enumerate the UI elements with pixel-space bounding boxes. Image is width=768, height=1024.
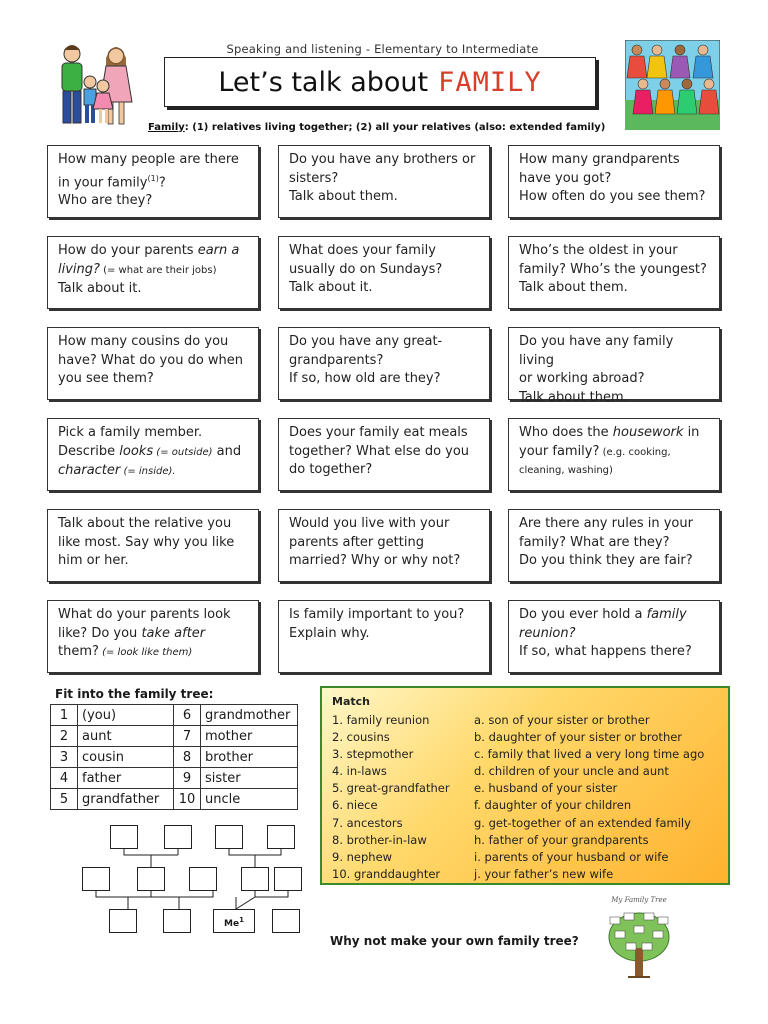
family-definition xyxy=(148,122,605,133)
match-term: 9. nephew xyxy=(332,849,393,864)
tree-box-me[interactable]: Me$^1$ xyxy=(213,909,255,933)
tree-box[interactable] xyxy=(241,867,269,891)
question-card: Would you live with your parents after getting married? Why or why not? xyxy=(278,509,490,582)
svg-text:My Family Tree: My Family Tree xyxy=(611,896,667,904)
question-card: Do you have any great- grandparents? If so, how old are they? xyxy=(278,327,490,400)
tree-box[interactable] xyxy=(274,867,302,891)
match-term: 2. cousins xyxy=(332,730,390,745)
match-term: 6. niece xyxy=(332,798,378,813)
match-term: 7. ancestors xyxy=(332,815,403,830)
tree-box[interactable] xyxy=(267,825,295,849)
tree-box[interactable] xyxy=(109,909,137,933)
match-terms-column xyxy=(332,712,450,883)
match-definition: b. daughter of your sister or brother xyxy=(474,730,683,745)
tree-box[interactable] xyxy=(137,867,165,891)
match-definition: f. daughter of your children xyxy=(474,798,632,813)
question-card: How many grandparents have you got? How often do you see them? xyxy=(508,145,720,218)
match-exercise-box xyxy=(320,686,730,885)
question-card: Is family important to you? Explain why. xyxy=(278,600,490,673)
page-title-accent: FAMILY xyxy=(438,66,542,98)
question-card: Who does the housework in your family? (e.g. cooking, cleaning, washing) xyxy=(508,418,720,491)
question-card: What do your parents look like? Do you take after them? (= look like them) xyxy=(47,600,259,673)
question-card: Who’s the oldest in your family? Who’s the youngest? Talk about them. xyxy=(508,236,720,309)
family-tree-heading: Fit into the family tree: xyxy=(55,687,214,701)
match-term: 8. brother-in-law xyxy=(332,832,427,847)
question-card: Talk about the relative you like most. Say why you like him or her. xyxy=(47,509,259,582)
match-term: 1. family reunion xyxy=(332,713,430,727)
tree-box[interactable] xyxy=(163,909,191,933)
worksheet-subtitle: Speaking and listening - Elementary to Intermediate xyxy=(226,42,539,56)
question-card: Do you have any family living or working abroad? Talk about them. xyxy=(508,327,720,400)
match-term: 4. in-laws xyxy=(332,764,387,779)
family-tree-illustration xyxy=(598,893,680,983)
definition-text: : (1) relatives living together; (2) all your relatives (also: extended family) xyxy=(184,122,606,133)
question-card: How many cousins do you have? What do you do when you see them? xyxy=(47,327,259,400)
family-group-picture xyxy=(625,40,720,130)
make-your-tree-prompt: Why not make your own family tree? xyxy=(330,934,579,948)
definition-term: Family xyxy=(148,122,185,133)
match-definition: c. family that lived a very long time ago xyxy=(474,747,705,762)
tree-box[interactable] xyxy=(110,825,138,849)
match-definition: d. children of your uncle and aunt xyxy=(474,764,669,779)
tree-box[interactable] xyxy=(82,867,110,891)
question-card: Are there any rules in your family? What are they? Do you think they are fair? xyxy=(508,509,720,582)
question-card: Do you ever hold a family reunion? If so, what happens there? xyxy=(508,600,720,673)
family-tree-key-table xyxy=(50,704,298,810)
match-definition: i. parents of your husband or wife xyxy=(474,849,669,864)
question-card: Do you have any brothers or sisters? Talk about them. xyxy=(278,145,490,218)
table-row: 5 grandfather 10 uncle xyxy=(51,789,298,810)
match-definition: g. get-together of an extended family xyxy=(474,815,691,830)
match-definitions-column xyxy=(474,712,704,883)
question-card: Pick a family member. Describe looks (= outside) and character (= inside). xyxy=(47,418,259,491)
tree-box[interactable] xyxy=(215,825,243,849)
question-card: How do your parents earn a living? (= what are their jobs) Talk about it. xyxy=(47,236,259,309)
question-card: Does your family eat meals together? What else do you do together? xyxy=(278,418,490,491)
tree-box[interactable] xyxy=(272,909,300,933)
match-definition: j. your father’s new wife xyxy=(474,866,614,881)
match-term: 3. stepmother xyxy=(332,747,414,762)
match-definition: a. son of your sister or brother xyxy=(474,713,650,727)
table-row: 2 aunt 7 mother xyxy=(51,726,298,747)
match-term: 5. great-grandfather xyxy=(332,781,450,796)
match-term: 10. granddaughter xyxy=(332,866,441,881)
table-row: 1 (you) 6 grandmother xyxy=(51,705,298,726)
title-box xyxy=(164,57,596,107)
table-row: 4 father 9 sister xyxy=(51,768,298,789)
question-card: What does your family usually do on Sundays? Talk about it. xyxy=(278,236,490,309)
match-title: Match xyxy=(332,695,370,708)
family-clipart xyxy=(50,40,140,130)
tree-box[interactable] xyxy=(189,867,217,891)
tree-box[interactable] xyxy=(164,825,192,849)
match-definition: h. father of your grandparents xyxy=(474,832,649,847)
question-card: How many people are there in your family$^{(1)}$? Who are they? xyxy=(47,145,259,218)
match-definition: e. husband of your sister xyxy=(474,781,618,796)
page-title: Let’s talk about xyxy=(218,66,429,98)
table-row: 3 cousin 8 brother xyxy=(51,747,298,768)
